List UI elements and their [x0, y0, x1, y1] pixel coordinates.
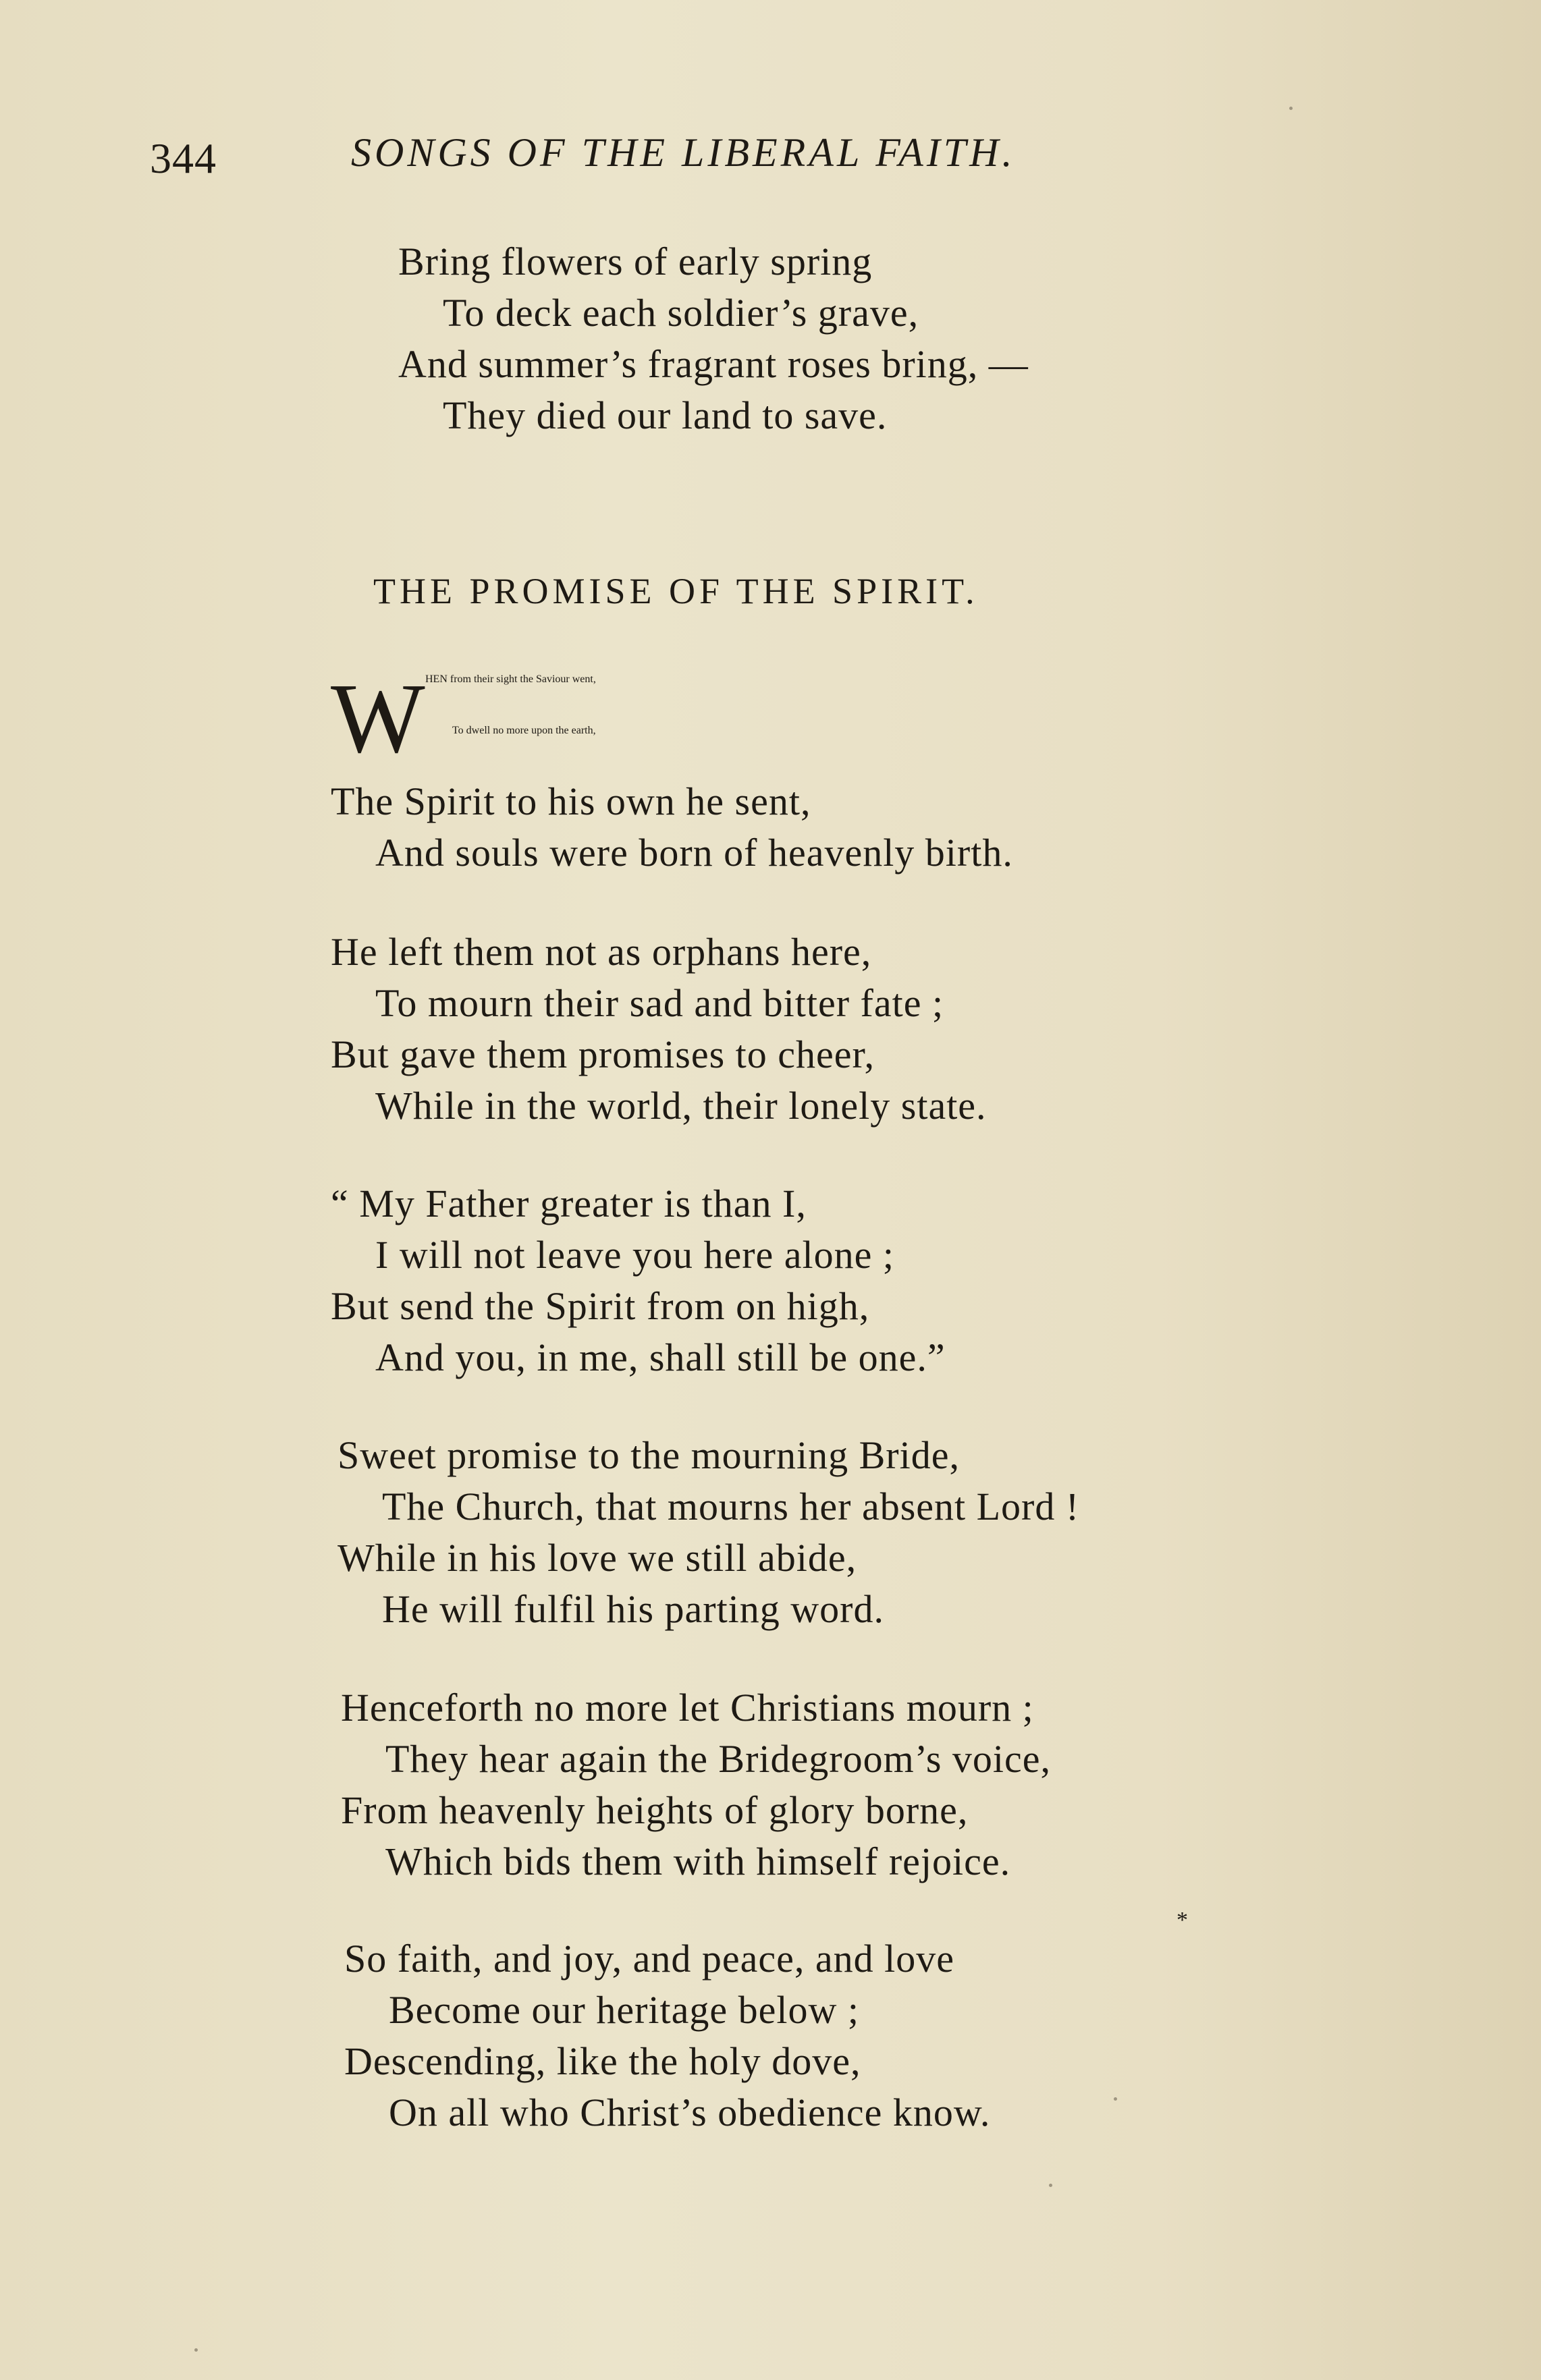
- verse-line: To deck each soldier’s grave,: [443, 291, 919, 335]
- drop-cap: W: [331, 663, 425, 774]
- verse-line: Which bids them with himself rejoice.: [385, 1839, 1011, 1883]
- verse-line: While in his love we still abide,: [337, 1536, 857, 1580]
- stanza-3: [331, 1178, 946, 1383]
- verse-line: Bring flowers of early spring: [398, 240, 873, 283]
- verse-line: “ My Father greater is than I,: [331, 1182, 807, 1225]
- verse-line: He left them not as orphans here,: [331, 930, 872, 974]
- verse-line: To dwell no more upon the earth,: [452, 725, 596, 736]
- verse-line: While in the world, their lonely state.: [375, 1084, 987, 1128]
- verse-line: I will not leave you here alone ;: [375, 1233, 895, 1277]
- verse-line: The Church, that mourns her absent Lord !: [382, 1485, 1080, 1528]
- stanza-4: [337, 1430, 1079, 1635]
- verse-line: HEN from their sight the Saviour went,: [425, 673, 596, 685]
- stanza-2: [331, 926, 987, 1132]
- previous-poem-stanza: [398, 236, 1029, 441]
- verse-line: And souls were born of heavenly birth.: [375, 831, 1013, 875]
- verse-line: On all who Christ’s obedience know.: [389, 2091, 991, 2134]
- verse-line: Sweet promise to the mourning Bride,: [337, 1433, 960, 1477]
- paper-speck: [1049, 2184, 1052, 2187]
- stanza-5: [341, 1682, 1051, 1887]
- verse-line: To mourn their sad and bitter fate ;: [375, 981, 944, 1025]
- verse-line: They died our land to save.: [443, 393, 888, 437]
- poem-title: THE PROMISE OF THE SPIRIT.: [373, 571, 979, 611]
- verse-line: But send the Spirit from on high,: [331, 1284, 870, 1328]
- verse-line: And you, in me, shall still be one.”: [375, 1335, 946, 1379]
- stanza-1: [331, 663, 1013, 879]
- verse-line: So faith, and joy, and peace, and love: [344, 1937, 954, 1981]
- verse-line: Henceforth no more let Christians mourn ;: [341, 1686, 1034, 1729]
- page-number: 344: [150, 134, 217, 182]
- paper-speck: [1289, 107, 1293, 110]
- paper-speck: [194, 2348, 198, 2352]
- running-head: SONGS OF THE LIBERAL FAITH.: [351, 130, 1016, 175]
- verse-line: Descending, like the holy dove,: [344, 2039, 861, 2083]
- drop-cap-lines: [331, 663, 1013, 776]
- verse-line: But gave them promises to cheer,: [331, 1032, 875, 1076]
- verse-line: The Spirit to his own he sent,: [331, 779, 811, 823]
- verse-line: And summer’s fragrant roses bring, —: [398, 342, 1029, 386]
- stanza-6: [344, 1933, 990, 2138]
- ornament-asterisk: *: [1177, 1908, 1188, 1933]
- verse-line: They hear again the Bridegroom’s voice,: [385, 1737, 1052, 1781]
- paper-speck: [1114, 2097, 1117, 2101]
- verse-line: Become our heritage below ;: [389, 1988, 859, 2032]
- verse-line: From heavenly heights of glory borne,: [341, 1788, 969, 1832]
- verse-line: He will fulfil his parting word.: [382, 1587, 885, 1631]
